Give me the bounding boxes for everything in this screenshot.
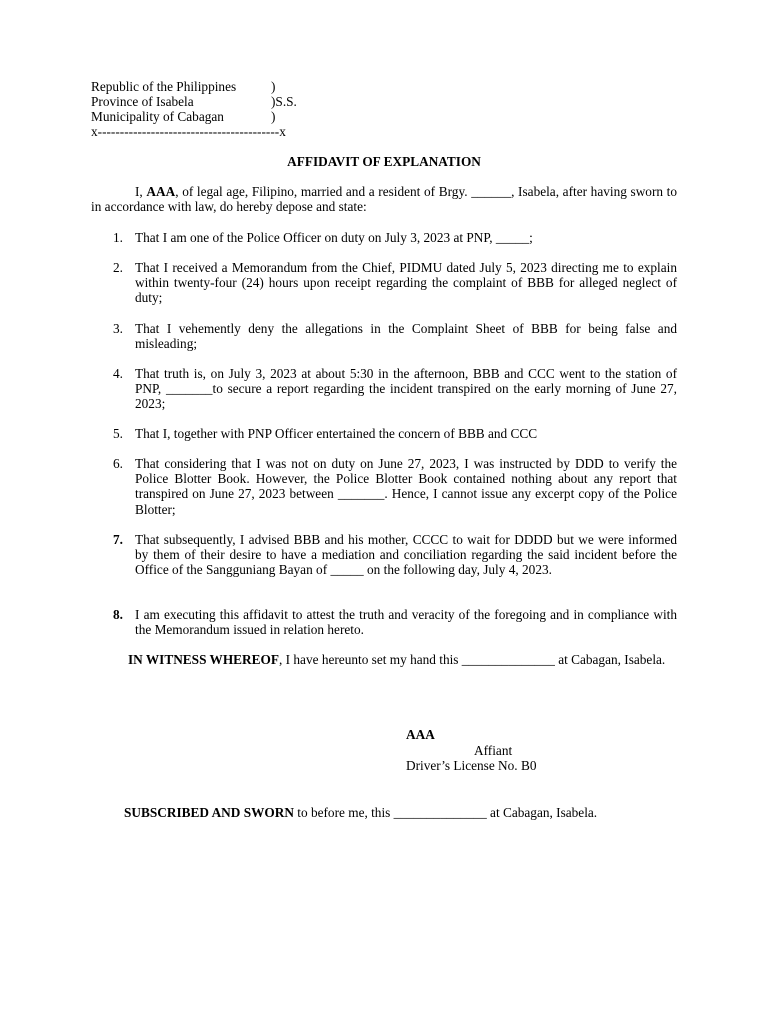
jurat-text: to before me, this ______________ at Cabagan, Isabela. — [293, 805, 598, 820]
statement-text: That I am one of the Police Officer on duty on July 3, 2023 at PNP, _____; — [135, 230, 533, 245]
venue-province: Province of Isabela — [91, 94, 194, 109]
statement-item — [91, 366, 677, 412]
statement-item — [91, 456, 677, 517]
statement-number: 4. — [113, 366, 123, 381]
venue-mark: ) — [271, 109, 276, 124]
statement-item — [91, 260, 677, 306]
statement-text: I am executing this affidavit to attest the truth and veracity of the foregoing and in compliance with the Memorandum issued in relation hereto. — [135, 607, 677, 638]
statement-number: 1. — [113, 230, 123, 245]
statement-number: 2. — [113, 260, 123, 275]
witness-text: , I have hereunto set my hand this ______________ at Cabagan, Isabela. — [279, 652, 666, 667]
venue-header — [91, 79, 391, 139]
jurat-line — [124, 805, 597, 820]
venue-line-province — [91, 94, 391, 109]
statement-text: That I received a Memorandum from the Chief, PIDMU dated July 5, 2023 directing me to explain within twenty-four (24) hours upon receipt regarding the complaint of BBB for alleged neglect of duty; — [135, 260, 677, 306]
intro-paragraph — [91, 184, 677, 214]
statement-text: That I, together with PNP Officer entertained the concern of BBB and CCC — [135, 426, 538, 441]
venue-ss-mark: )S.S. — [271, 94, 297, 109]
affiant-name-inline: AAA — [146, 184, 176, 199]
jurat-heading: SUBSCRIBED AND SWORN — [124, 805, 294, 820]
statement-item — [91, 532, 677, 578]
statement-item — [91, 607, 677, 637]
statement-text: That subsequently, I advised BBB and his mother, CCCC to wait for DDDD but we were informed by them of their desire to have a mediation and conciliation regarding the said incident before the Office of the Sangguniang Bayan of _____ on the following day, July 4, 2023. — [135, 532, 677, 578]
witness-clause — [91, 652, 677, 667]
statement-text: That I vehemently deny the allegations in the Complaint Sheet of BBB for being false and misleading; — [135, 321, 677, 352]
statement-number: 5. — [113, 426, 123, 441]
affiant-license: Driver’s License No. B0 — [406, 758, 537, 773]
venue-mark: ) — [271, 79, 276, 94]
affiant-label: Affiant — [474, 743, 513, 758]
statement-text: That considering that I was not on duty on June 27, 2023, I was instructed by DDD to verify the Police Blotter Book. However, the Police Blotter Book contained nothing about any report that transpired on June 27, 2023 between _______. Hence, I cannot issue any excerpt copy of the Police Blotter; — [135, 456, 677, 517]
statement-item — [91, 230, 677, 245]
venue-municipality: Municipality of Cabagan — [91, 109, 224, 124]
venue-line-municipality — [91, 109, 391, 124]
statement-number: 3. — [113, 321, 123, 336]
statement-number: 7. — [113, 532, 123, 547]
intro-prefix: I, — [135, 184, 147, 199]
statement-item — [91, 426, 677, 441]
signature-block — [406, 727, 656, 773]
venue-separator: x-----------------------------------------x — [91, 124, 286, 139]
intro-text: , of legal age, Filipino, married and a resident of Brgy. ______, Isabela, after having sworn to in accordance with law, do hereby depose and state: — [91, 184, 678, 215]
statement-text: That truth is, on July 3, 2023 at about 5:30 in the afternoon, BBB and CCC went to the station of PNP, _______to secure a report regarding the incident transpired on the early morning of June 27, 2023; — [135, 366, 677, 412]
statement-item — [91, 321, 677, 351]
statement-number: 6. — [113, 456, 123, 471]
venue-line-country — [91, 79, 391, 94]
venue-country: Republic of the Philippines — [91, 79, 237, 94]
statement-number: 8. — [113, 607, 123, 622]
document-title: AFFIDAVIT OF EXPLANATION — [287, 154, 481, 169]
affiant-name: AAA — [406, 727, 435, 742]
witness-heading: IN WITNESS WHEREOF — [128, 652, 279, 667]
